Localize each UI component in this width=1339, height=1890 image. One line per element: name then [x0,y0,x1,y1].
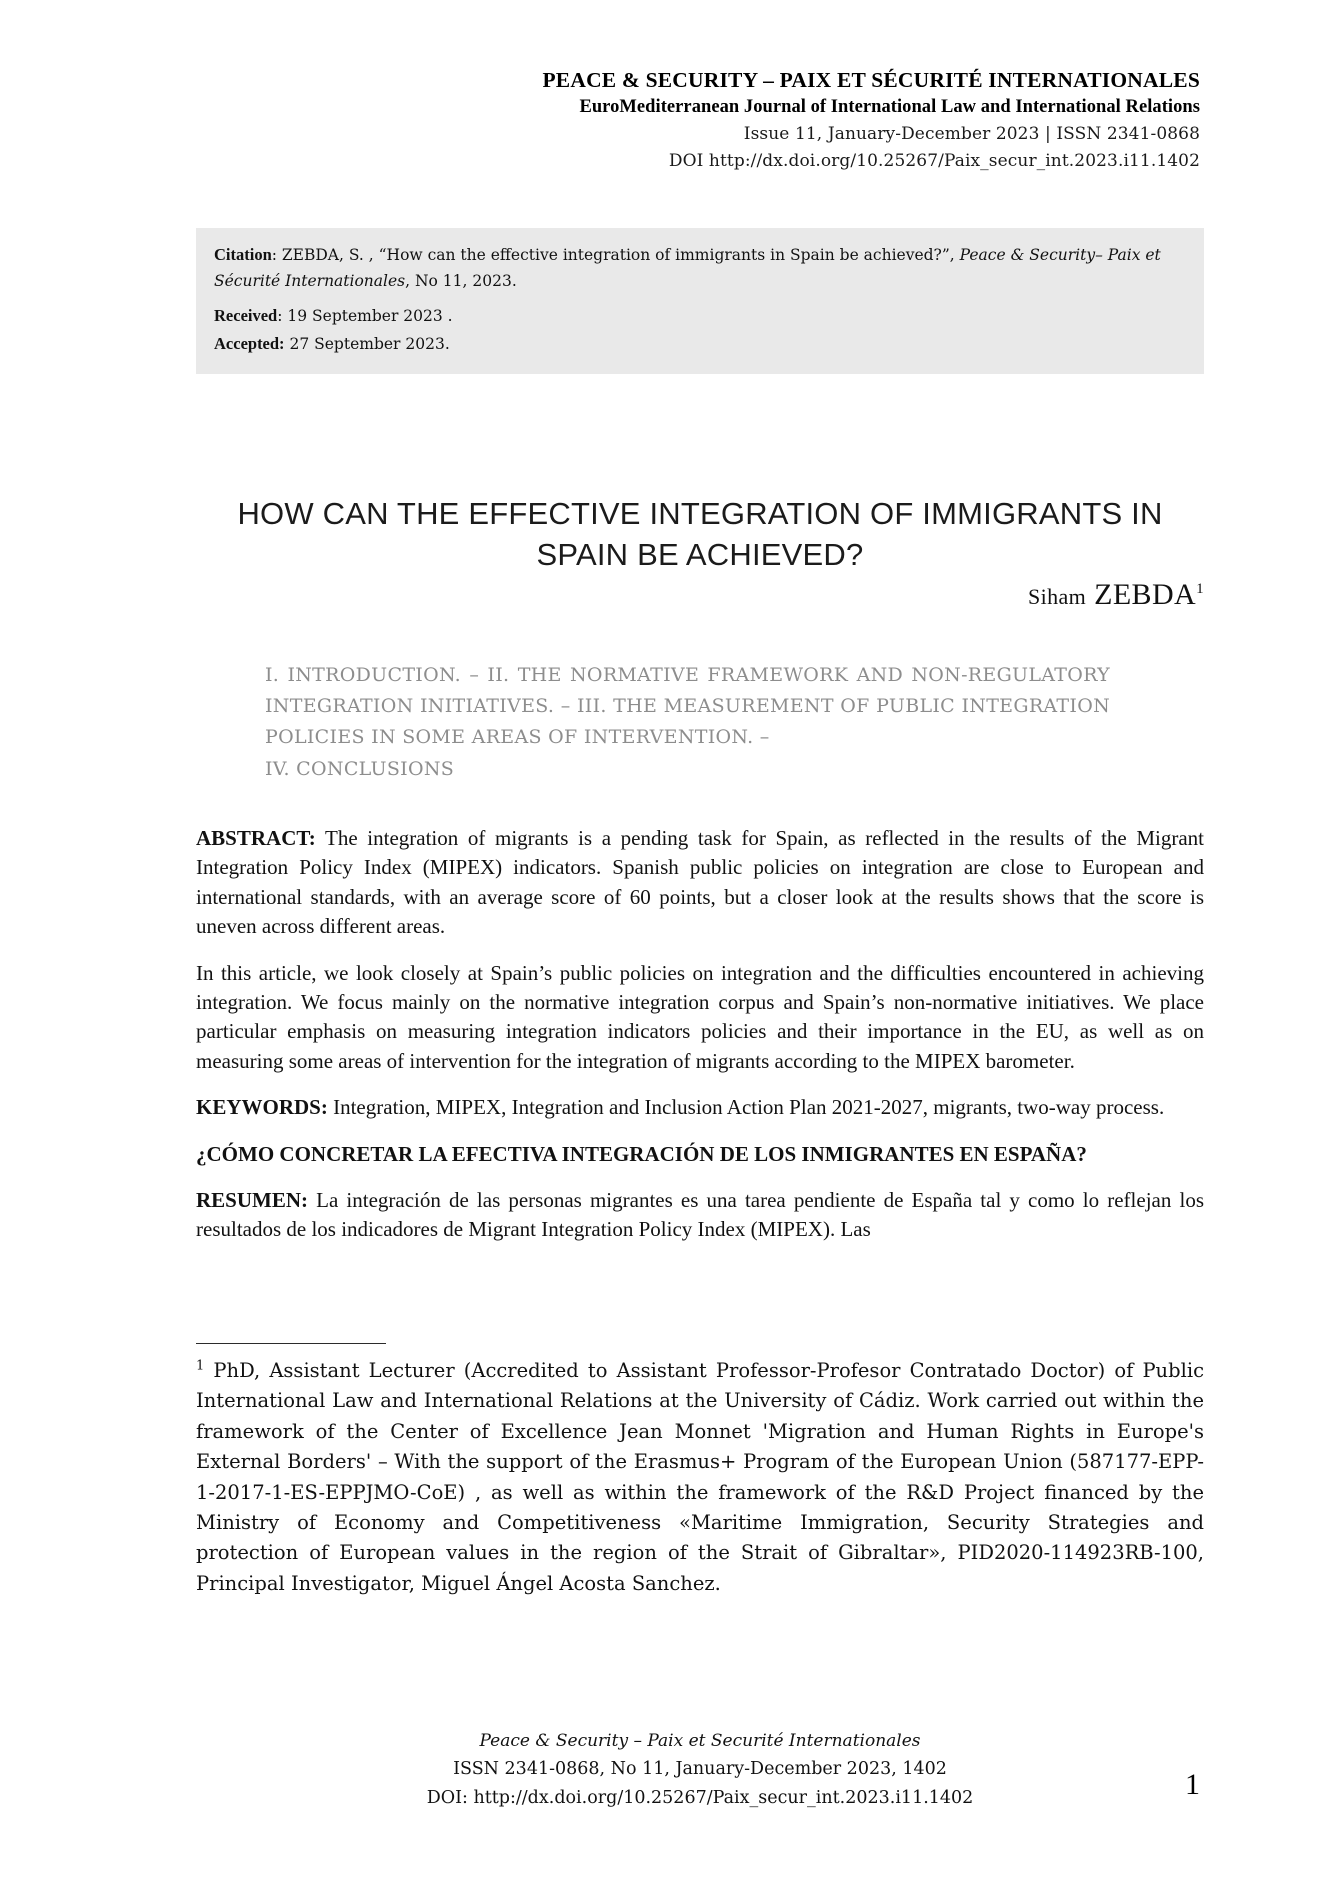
abstract-paragraph-2: In this article, we look closely at Spain’s public policies on integration and the difficulties encountered in achieving integration. We focus mainly on the normative integration corpus and Spain’s non-normative initiatives. We place particular emphasis on measuring integration indicators policies and their importance in the EU, as well as on measuring some areas of intervention for the integration of migrants according to the MIPEX barometer. [196,960,1204,1073]
accepted-line [214,330,1186,358]
masthead-doi-line: DOI http://dx.doi.org/10.25267/Paix_secur_int.2023.i11.1402 [668,150,1200,171]
resumen-label: RESUMEN: [196,1187,309,1212]
page-number: 1 [1185,1768,1200,1801]
footer-issn-line: ISSN 2341-0868, No 11, January-December 2023, 1402 [453,1759,947,1780]
footer-journal-name: Peace & Security – Paix et Securité Internationales [479,1731,921,1751]
keywords-label: KEYWORDS: [196,1095,328,1120]
resumen-paragraph [196,1186,1204,1245]
journal-title: PEACE & SECURITY – PAIX ET SÉCURITÉ INTERNATIONALES [542,68,1200,92]
accepted-label: Accepted: [214,334,285,354]
footnote-marker: 1 [196,1358,205,1374]
keywords-value: Integration, MIPEX, Integration and Inclusion Action Plan 2021-2027, migrants, two-way process. [327,1095,1165,1120]
citation-journal-part2: – Paix et Sécurité Internationales [214,246,1161,290]
author-space [1086,578,1094,611]
abstract-label: ABSTRACT: [196,826,316,850]
author-footnote-marker: 1 [1196,581,1204,597]
resumen-text: La integración de las personas migrantes es una tarea pendiente de España tal y como lo reflejan los resultados de los indicadores de Migrant Integration Policy Index (MIPEX). Las [196,1187,1204,1242]
abstract-paragraph-1 [196,824,1204,942]
footer-doi-line: DOI: http://dx.doi.org/10.25267/Paix_secur_int.2023.i11.1402 [426,1787,974,1808]
page-footer [196,1728,1204,1812]
toc-tail: IV. CONCLUSIONS [265,758,455,781]
citation-box [196,228,1204,374]
spanish-title: ¿CÓMO CONCRETAR LA EFECTIVA INTEGRACIÓN DE LOS INMIGRANTES EN ESPAÑA? [196,1141,1087,1166]
citation-journal-part1: Peace & Security [959,246,1096,264]
author-last-name: ZEBDA [1094,578,1197,611]
received-line [214,302,1186,330]
received-label: Received [214,305,278,325]
toc-main: I. INTRODUCTION. – II. THE NORMATIVE FRAMEWORK AND NON-REGULATORY INTEGRATION INITIATIVES. – III. THE MEASUREMENT OF PUBLIC INTEGRATION POLICIES IN SOME AREAS OF INTERVENTION. – [265,664,1110,748]
page-title: HOW CAN THE EFFECTIVE INTEGRATION OF IMMIGRANTS IN SPAIN BE ACHIEVED? [237,495,1163,573]
footnote-text: PhD, Assistant Lecturer (Accredited to Assistant Professor-Profesor Contratado Doctor) of Public International Law and International Relations at the University of Cádiz. Work carried out within the framework of the Center of Excellence Jean Monnet 'Migration and Human Rights in Europe's External Borders' – With the support of the Erasmus+ Program of the European Union (587177-EPP-1-2017-1-ES-EPPJMO-CoE) , as well as within the framework of the R&D Project financed by the Ministry of Economy and Competitiveness «Maritime Immigration, Security Strategies and protection of European values in the region of the Strait of Gibraltar», PID2020-114923RB-100, Principal Investigator, Miguel Ángel Acosta Sanchez. [196,1359,1204,1595]
journal-subtitle: EuroMediterranean Journal of International Law and International Relations [579,97,1200,118]
author-byline [196,578,1204,612]
keywords-paragraph [196,1093,1204,1122]
author-first-name: Siham [1027,584,1087,609]
citation-tail: , No 11, 2023. [405,271,517,290]
citation-author-title: : ZEBDA, S. , “How can the effective integration of immigrants in Spain be achieved?”, [271,246,960,264]
footnote-separator-rule [196,1343,386,1344]
citation-meta-block [214,302,1186,359]
citation-label: Citation [214,245,272,264]
masthead [205,66,1200,174]
issue-line: Issue 11, January-December 2023 | ISSN 2341-0868 [743,124,1200,145]
table-of-contents [265,660,1110,785]
footnote-1 [196,1356,1204,1599]
received-value: : 19 September 2023 . [277,306,453,325]
citation-text [214,242,1186,294]
abstract-text-1: The integration of migrants is a pending task for Spain, as reflected in the results of the Migrant Integration Policy Index (MIPEX) indicators. Spanish public policies on integration are close to European and international standards, with an average score of 60 points, but a closer look at the results shows that the score is uneven across different areas. [196,826,1204,939]
accepted-value: 27 September 2023. [284,335,450,354]
article-body [196,824,1204,1260]
